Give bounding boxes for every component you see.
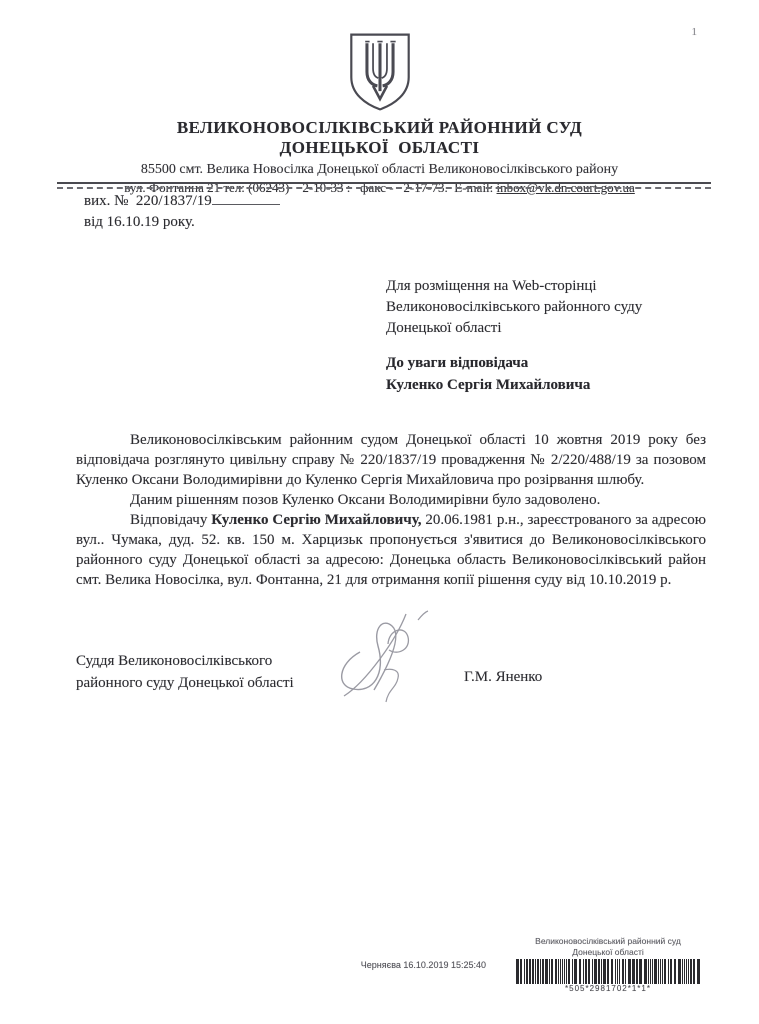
body-paragraph-3 xyxy=(76,510,706,590)
attention-line: До уваги відповідача xyxy=(386,355,529,371)
page-number: 1 xyxy=(691,26,697,38)
barcode-value: *505*2981702*1*1* xyxy=(565,984,651,993)
outgoing-date: від 16.10.19 року. xyxy=(84,214,195,230)
court-phone-fax: вул. Фонтанна 21 тел: (06243) 2-10-33 : факс - 2-17-73. E-mail: xyxy=(124,180,497,195)
ukraine-trident-emblem xyxy=(341,32,419,112)
handwritten-signature xyxy=(326,598,444,708)
attention-block xyxy=(386,352,706,396)
judge-title-line: районного суду Донецької області xyxy=(76,675,294,691)
stamp-operator-datetime: Черняєва 16.10.2019 15:25:40 xyxy=(360,960,486,970)
court-title-line2: ДОНЕЦЬКОЇ ОБЛАСТІ xyxy=(279,138,480,157)
letter-body xyxy=(76,430,706,590)
outgoing-number-line xyxy=(84,190,280,212)
attention-line: Куленко Сергія Михайловича xyxy=(386,377,591,393)
body-paragraph-1: Великоновосілківським районним судом Донецької області 10 жовтня 2019 року без відповідача розглянуто цивільну справу № 220/1837/19 провадження № 2/220/488/19 за позовом Куленко Оксани Володимирівни до Куленко Сергія Михайловича про розірвання шлюбу. xyxy=(76,432,706,488)
para3-prefix: Відповідачу xyxy=(130,512,212,528)
body-paragraph-2: Даним рішенням позов Куленко Оксани Володимирівни було задоволено. xyxy=(130,492,601,508)
reference-block xyxy=(84,190,280,233)
outgoing-number: вих. № 220/1837/19 xyxy=(84,193,212,209)
addressee-line: Для розміщення на Web-сторінці xyxy=(386,278,597,294)
judge-name: Г.М. Яненко xyxy=(464,669,543,685)
court-email: inbox@vk.dn.court.gov.ua xyxy=(496,180,635,195)
judge-title-line: Суддя Великоновосілківського xyxy=(76,653,273,669)
judge-title xyxy=(76,650,294,694)
header-divider xyxy=(57,182,711,189)
barcode xyxy=(488,959,728,984)
registration-stamp xyxy=(488,936,728,995)
letterhead xyxy=(0,32,759,196)
respondent-name: Куленко Сергію Михайловичу, xyxy=(211,512,422,528)
addressee-line: Донецької області xyxy=(386,320,502,336)
addressee-block xyxy=(386,276,706,396)
addressee-line: Великоновосілківського районного суду xyxy=(386,299,643,315)
stamp-court-line: Великоновосілківський районний суд xyxy=(535,936,681,946)
para3-rest: 20.06.1981 р.н., зареєстрованого за адресою вул.. Чумака, дуд. 52. кв. 150 м. Харцизьк пропонується з'явитися до Великоновосілківського районного суду Донецької області за адресою: Донецька область Великоновосілківський район смт. Велика Новосілка, вул. Фонтанна, 21 для отримання копії рішення суду від 10.10.2019 р. xyxy=(76,512,706,588)
court-address: 85500 смт. Велика Новосілка Донецької області Великоновосілківського району xyxy=(140,162,619,177)
number-underline xyxy=(212,190,280,205)
stamp-court-line: Донецької області xyxy=(572,946,644,957)
court-title-line1: ВЕЛИКОНОВОСІЛКІВСЬКИЙ РАЙОННИЙ СУД xyxy=(176,118,583,137)
